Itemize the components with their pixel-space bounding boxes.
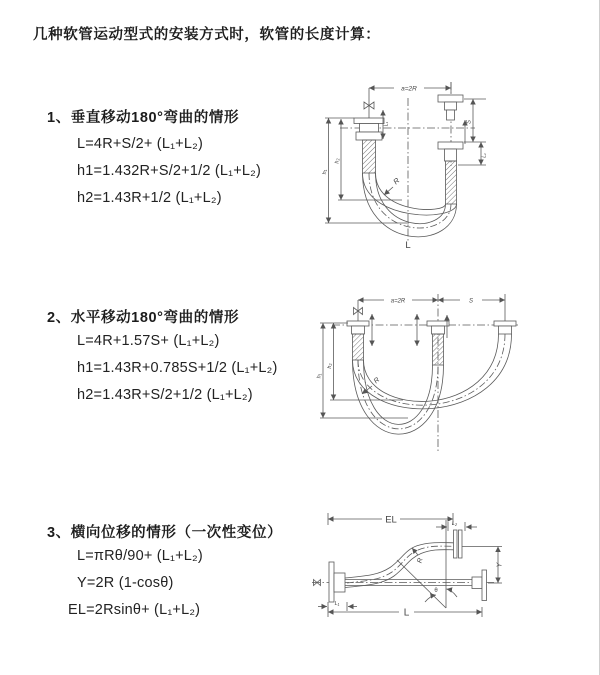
dim-label-l2: L₂ [451,521,458,527]
dim-label-theta: θ [434,588,438,594]
document-title: 几种软管运动型式的安装方式时，软管的长度计算： [33,27,381,43]
dim-label-a2r: a=2R [390,298,406,305]
dim-label-length: L [403,607,410,619]
dim-label-h2: h₂ [334,158,341,164]
section-3-formula-EL: EL=2Rsinθ+ (L₁+L₂) [68,602,201,618]
dim-label-l1: L₁ [334,601,340,607]
section-1-heading: 1、垂直移动180°弯曲的情形 [47,110,240,126]
dim-label-h1: h₁ [322,169,328,175]
dim-label-radius: R [391,175,402,187]
section-1-formula-h2: h2=1.43R+1/2 (L₁+L₂) [77,190,222,206]
diagram3-linework [312,513,502,617]
section-3-formula-Y: Y=2R (1-cosθ) [77,575,174,591]
dim-label-a2r: a=2R [401,85,417,93]
section-2-formula-L: L=4R+1.57S+ (L₁+L₂) [77,333,220,349]
diagram-vertical-180-bend [312,76,542,256]
section-2-formula-h1: h1=1.43R+0.785S+1/2 (L₁+L₂) [77,360,278,376]
dim-label-l1-left: L₁ [383,121,390,127]
diagram-horizontal-180-bend [308,288,538,468]
section-3-formula-L: L=πRθ/90+ (L₁+L₂) [77,548,203,564]
dim-label-radius: R [372,376,382,386]
dim-label-radius: R [416,557,425,564]
dim-label-l1-right: L₁ [481,153,488,158]
diagram-lateral-displacement [302,498,592,648]
section-2-formula-h2: h2=1.43R+S/2+1/2 (L₁+L₂) [77,387,253,403]
section-1-formula-h1: h1=1.432R+S/2+1/2 (L₁+L₂) [77,163,262,179]
dim-label-h1: h₁ [316,373,323,379]
dim-label-el: EL [385,514,397,526]
dim-label-length: L [405,240,411,251]
dim-label-s: S [468,298,474,305]
section-2-heading: 2、水平移动180°弯曲的情形 [47,310,240,326]
diagram2-linework [320,294,520,451]
section-1-formula-L: L=4R+S/2+ (L₁+L₂) [77,136,203,152]
dim-label-y: Y [496,562,504,568]
section-3-heading: 3、横向位移的情形（一次性变位） [47,525,283,541]
dim-label-h2: h₂ [327,363,333,369]
diagram1-linework [325,82,486,243]
dim-label-s: S [466,119,473,125]
